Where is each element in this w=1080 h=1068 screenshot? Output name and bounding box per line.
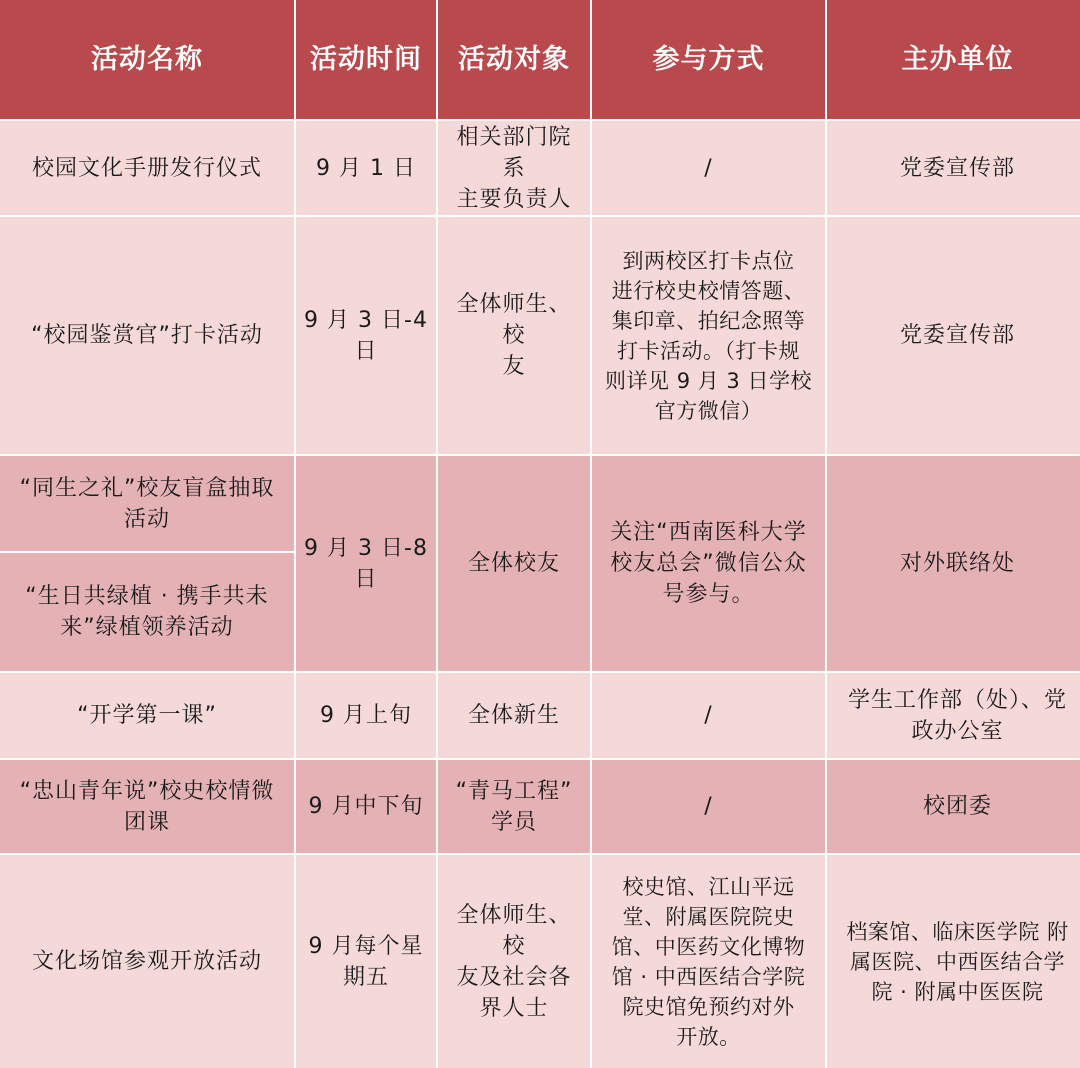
row4-organizer: 学生工作部（处）、党 政办公室 [827,673,1080,758]
row3-name-b: “生日共绿植 · 携手共未 来”绿植领养活动 [0,553,294,671]
row3-method: 关注“西南医科大学 校友总会”微信公众 号参与。 [592,456,825,671]
row2-time: 9 月 3 日-4 日 [296,217,436,454]
row1-method: / [592,121,825,215]
row5-method: / [592,760,825,853]
row4-method: / [592,673,825,758]
row3-time: 9 月 3 日-8 日 [296,456,436,671]
row4-target: 全体新生 [438,673,590,758]
row6-method: 校史馆、江山平远 堂、附属医院院史 馆、中医药文化博物 馆 · 中西医结合学院 院史馆免预约对外 开放。 [592,855,825,1068]
header-activity-time: 活动时间 [296,0,436,119]
row6-time: 9 月每个星 期五 [296,855,436,1068]
row6-target: 全体师生、校 友及社会各 界人士 [438,855,590,1068]
row1-name: 校园文化手册发行仪式 [0,121,294,215]
row2-method: 到两校区打卡点位 进行校史校情答题、 集印章、拍纪念照等 打卡活动。（打卡规 则详见 9 月 3 日学校 官方微信） [592,217,825,454]
row1-target: 相关部门院系 主要负责人 [438,121,590,215]
row6-name: 文化场馆参观开放活动 [0,855,294,1068]
row5-organizer: 校团委 [827,760,1080,853]
header-organizer: 主办单位 [827,0,1080,119]
row2-organizer: 党委宣传部 [827,217,1080,454]
row4-time: 9 月上旬 [296,673,436,758]
row5-name: “忠山青年说”校史校情微 团课 [0,760,294,853]
row3-name-a: “同生之礼”校友盲盒抽取 活动 [0,456,294,551]
row3-target: 全体校友 [438,456,590,671]
row4-name: “开学第一课” [0,673,294,758]
header-participation-method: 参与方式 [592,0,825,119]
row6-organizer: 档案馆、临床医学院 附 属医院、中西医结合学 院 · 附属中医医院 [827,855,1080,1068]
row2-target: 全体师生、校 友 [438,217,590,454]
row1-time: 9 月 1 日 [296,121,436,215]
row3-organizer: 对外联络处 [827,456,1080,671]
row5-time: 9 月中下旬 [296,760,436,853]
row2-name: “校园鉴赏官”打卡活动 [0,217,294,454]
row5-target: “青马工程” 学员 [438,760,590,853]
header-activity-target: 活动对象 [438,0,590,119]
header-activity-name: 活动名称 [0,0,294,119]
row1-organizer: 党委宣传部 [827,121,1080,215]
